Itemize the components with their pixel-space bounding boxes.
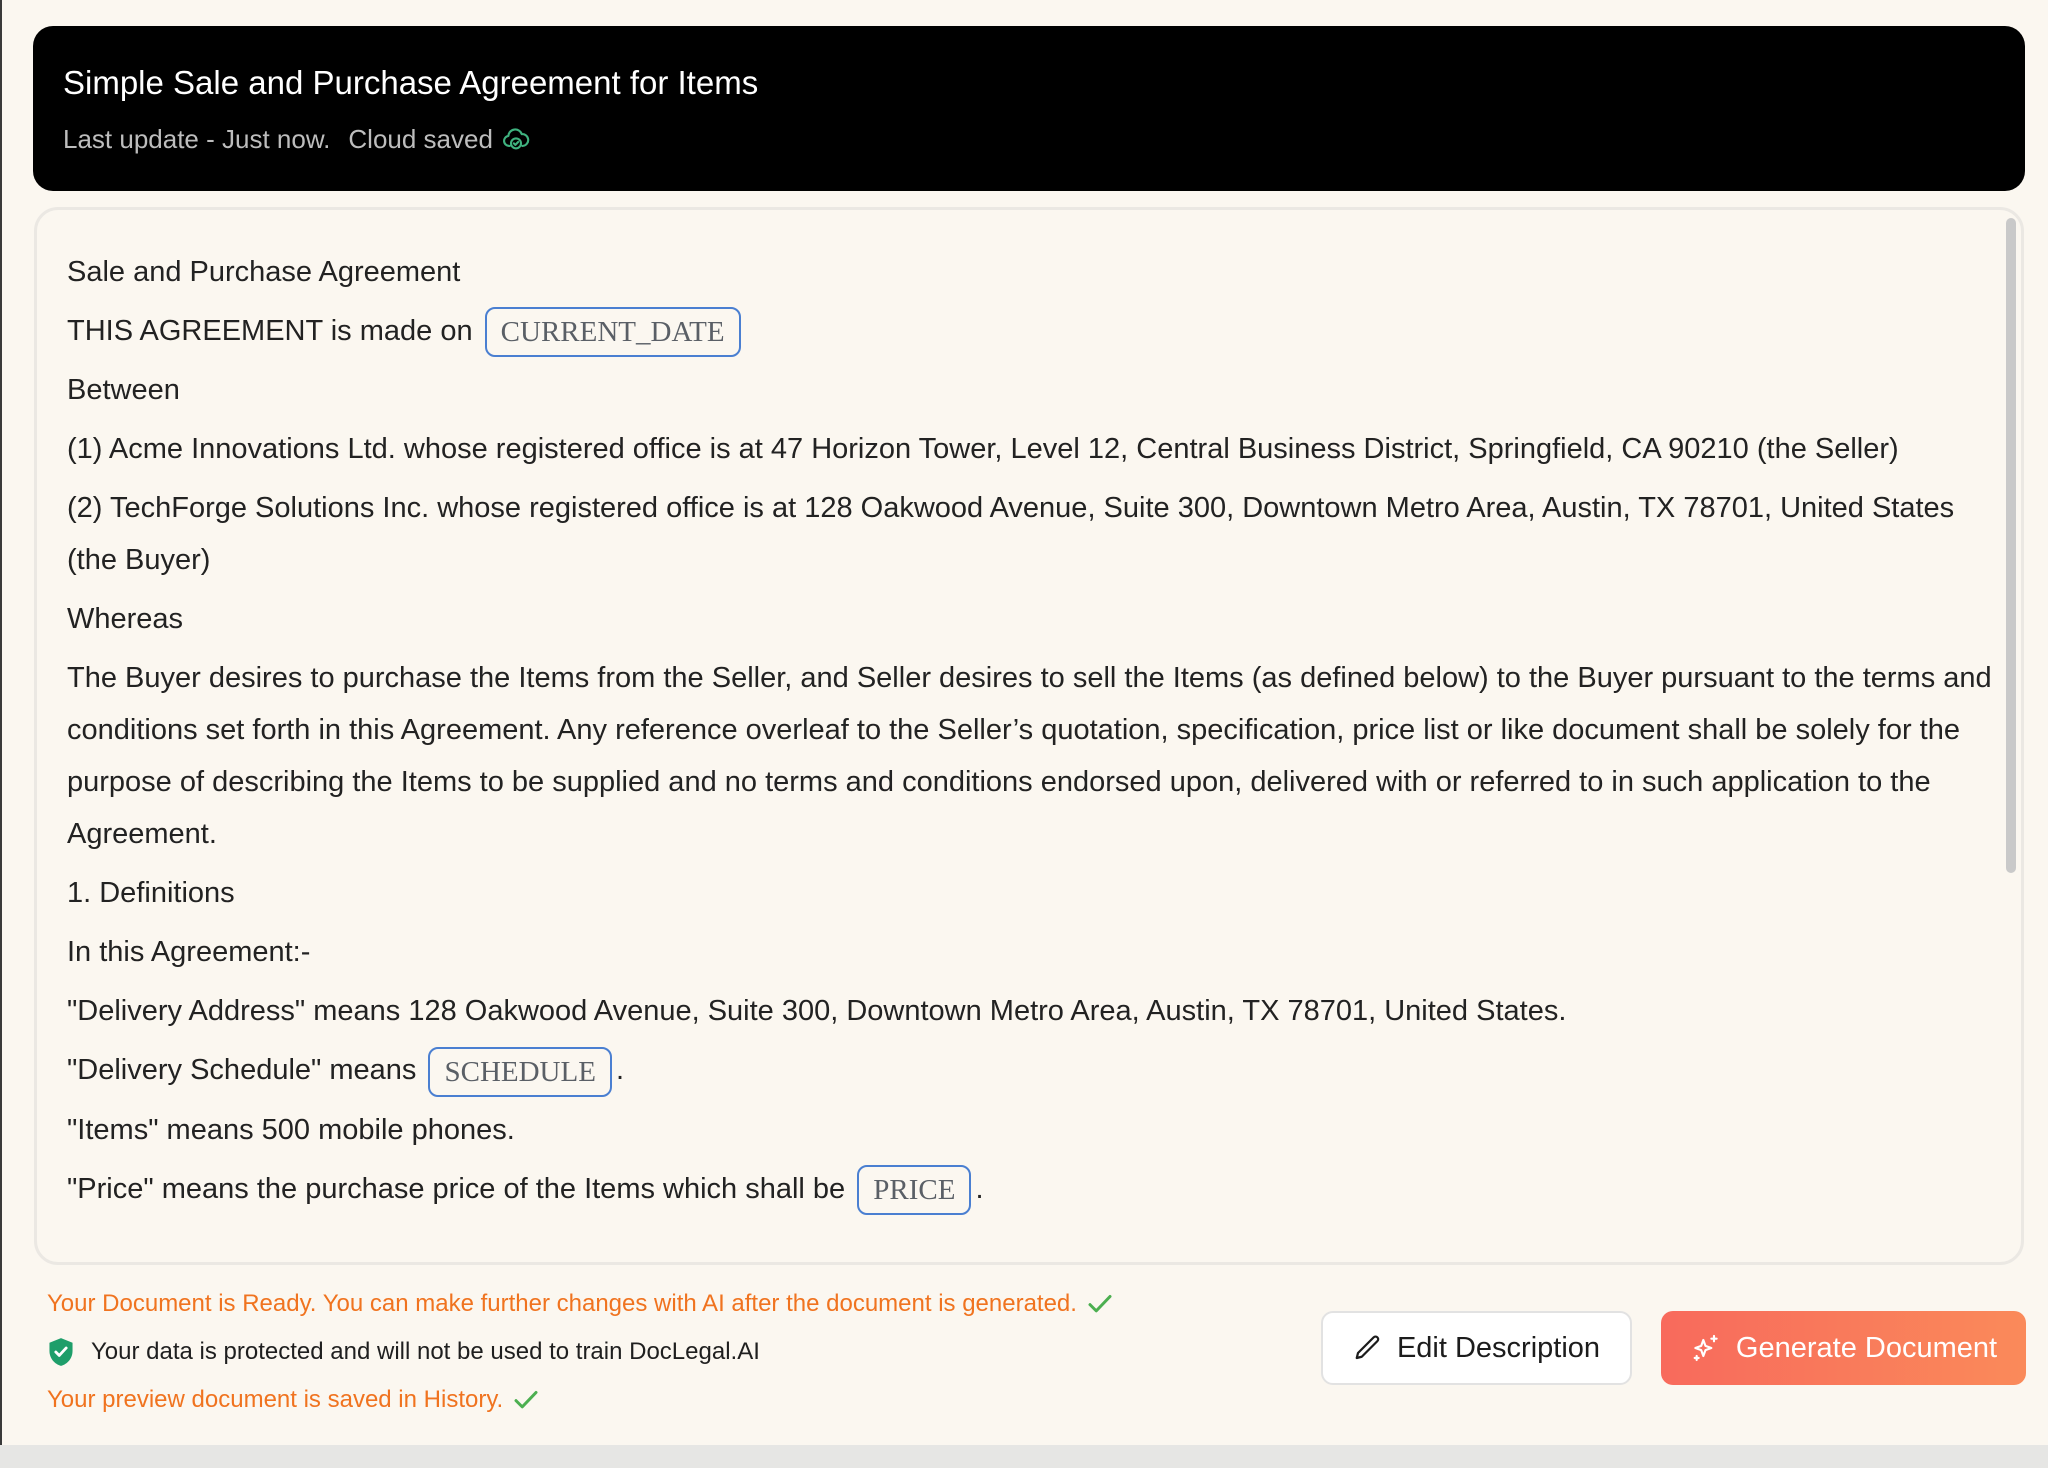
- delivery-schedule-prefix: "Delivery Schedule" means: [67, 1054, 417, 1087]
- save-status: [63, 122, 1995, 156]
- document-header: [33, 26, 2025, 191]
- pencil-icon: [1353, 1333, 1383, 1363]
- price-placeholder[interactable]: PRICE: [857, 1165, 971, 1215]
- status-notes: [47, 1280, 1115, 1424]
- privacy-note-text: Your data is protected and will not be used to train DocLegal.AI: [91, 1338, 760, 1365]
- document-heading: Sale and Purchase Agreement: [67, 256, 461, 288]
- between-label: Between: [67, 374, 180, 407]
- definition-price: [67, 1163, 2007, 1215]
- definition-delivery-address: "Delivery Address" means 128 Oakwood Avenue, Suite 300, Downtown Metro Area, Austin, TX 78701, United States.: [67, 995, 1567, 1028]
- document-preview[interactable]: [34, 207, 2024, 1265]
- buyer-party: (2) TechForge Solutions Inc. whose registered office is at 128 Oakwood Avenue, Suite 300, Downtown Metro Area, Austin, TX 78701, United States (the Buyer): [67, 492, 1955, 577]
- ready-note: [47, 1280, 1115, 1328]
- whereas-label: Whereas: [67, 603, 184, 636]
- shield-check-icon: [47, 1337, 75, 1367]
- edit-description-button[interactable]: [1321, 1311, 1632, 1385]
- definitions-intro: In this Agreement:-: [67, 936, 311, 969]
- current-date-placeholder[interactable]: CURRENT_DATE: [485, 307, 741, 357]
- seller-party: (1) Acme Innovations Ltd. whose registered office is at 47 Horizon Tower, Level 12, Central Business District, Springfield, CA 90210 (the Seller): [67, 433, 1899, 466]
- last-update-text: Last update - Just now.: [63, 124, 331, 154]
- document-body: [67, 246, 2007, 1222]
- window-bottom-bar: [0, 1445, 2048, 1468]
- generate-document-button[interactable]: [1661, 1311, 2026, 1385]
- price-prefix: "Price" means the purchase price of the Items which shall be: [67, 1172, 846, 1205]
- schedule-placeholder[interactable]: SCHEDULE: [428, 1047, 611, 1097]
- edit-description-label: Edit Description: [1396, 1331, 1601, 1364]
- recital-paragraph: The Buyer desires to purchase the Items from the Seller, and Seller desires to sell the Items (as defined below) to the Buyer pursuant to the terms and conditions set forth in this Agreement. Any reference overleaf to the Seller’s quotation, specification, price list or like document shall be solely for the purpose of describing the Items to be supplied and no terms and conditions endorsed upon, delivered with or referred to in such application to the Agreement.: [67, 662, 1992, 851]
- history-note-text: Your preview document is saved in History.: [47, 1386, 504, 1413]
- document-title: Simple Sale and Purchase Agreement for Items: [63, 64, 759, 101]
- definitions-heading: 1. Definitions: [67, 877, 235, 910]
- cloud-status-text: Cloud saved: [348, 124, 493, 154]
- agreement-date-prefix: THIS AGREEMENT is made on: [67, 315, 473, 347]
- window-edge: [0, 0, 2, 1445]
- history-note: [47, 1376, 1115, 1424]
- delivery-schedule-suffix: .: [615, 1054, 624, 1087]
- generate-document-label: Generate Document: [1735, 1331, 1998, 1364]
- privacy-note: [47, 1328, 1115, 1376]
- definition-items: "Items" means 500 mobile phones.: [67, 1113, 515, 1146]
- checkmark-icon: [1085, 1289, 1115, 1319]
- price-suffix: .: [975, 1172, 984, 1205]
- cloud-check-icon: [501, 124, 531, 154]
- agreement-date-line: [67, 305, 2007, 357]
- definition-delivery-schedule: [67, 1044, 2007, 1096]
- checkmark-icon: [511, 1385, 541, 1415]
- sparkle-icon: [1690, 1332, 1722, 1364]
- ready-note-text: Your Document is Ready. You can make further changes with AI after the document is generated.: [47, 1290, 1077, 1317]
- document-scrollbar[interactable]: [2006, 218, 2016, 873]
